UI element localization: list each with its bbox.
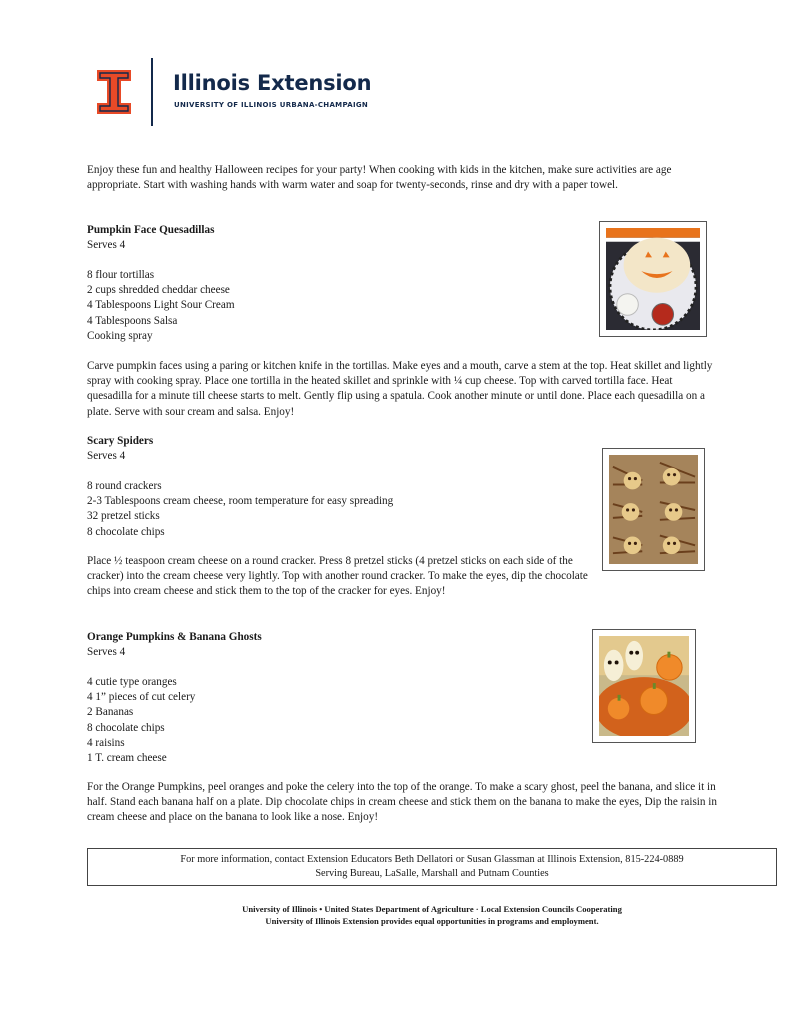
recipe-title: Scary Spiders [87,435,154,447]
ingredient-item: 4 1” pieces of cut celery [87,691,196,704]
brand-name: Illinois Extension [173,71,372,95]
ingredient-list [87,675,195,766]
ingredient-item: 4 raisins [87,736,125,749]
ingredient-item: 32 pretzel sticks [87,510,160,523]
recipe-serves: Serves 4 [87,239,126,251]
ingredient-item: 4 cutie type oranges [87,676,177,688]
recipe-directions: Carve pumpkin faces using a paring or kitchen knife in the tortillas. Make eyes and a mouth, carve a stem at the top. Heat skillet and lightly spray with cooking spray. Place one tortilla in the heated skillet and sprinkle with ¼ cup cheese. Top with carved tortilla face. Heat quesadilla for a minute till cheese starts to melt. Gently flip using a spatula. Cook another minute or until done. Place each quesadilla on a plate. Serve with sour cream and salsa. Enjoy! [87,360,713,418]
pumpkins-ghosts-photo [592,629,696,743]
ingredient-item: 2-3 Tablespoons cream cheese, room temperature for easy spreading [87,495,394,508]
spider-crackers-photo [602,448,705,571]
recipe-directions: For the Orange Pumpkins, peel oranges and poke the celery into the top of the orange. To make a scary ghost, peel the banana, and slice it in half. Stand each banana half on a plate. Dip chocolate chips in cream cheese and stick them on the banana to make the eyes, Dip the raisin in cream cheese and place on the banana to look like a nose. Enjoy! [87,781,717,824]
ingredient-item: 4 Tablespoons Salsa [87,314,178,327]
illinois-block-i-logo [97,70,131,114]
disclaimer-line: University of Illinois • United States Department of Agriculture · Local Extension Councils Cooperating [242,904,622,914]
recipe-title: Orange Pumpkins & Banana Ghosts [87,631,262,643]
ingredient-item: 2 cups shredded cheddar cheese [87,284,230,297]
ingredient-item: 8 chocolate chips [87,525,165,538]
brand-subtitle: UNIVERSITY OF ILLINOIS URBANA-CHAMPAIGN [174,101,369,109]
contact-info-box [87,848,777,886]
ingredient-item: 4 Tablespoons Light Sour Cream [87,299,235,312]
intro-paragraph: Enjoy these fun and healthy Halloween recipes for your party! When cooking with kids in the kitchen, make sure activities are age appropriate. Start with washing hands with warm water and soap for twenty-seconds, rinse and dry with a paper towel. [87,164,672,192]
ingredient-item: 2 Bananas [87,706,134,719]
recipe-serves: Serves 4 [87,450,126,462]
disclaimer-line: University of Illinois Extension provides equal opportunities in programs and employment. [265,916,599,926]
quesadilla-photo [599,221,707,337]
ingredient-item: Cooking spray [87,329,153,342]
ingredient-item: 1 T. cream cheese [87,752,167,765]
ingredient-item: 8 flour tortillas [87,269,155,281]
recipe-directions: Place ½ teaspoon cream cheese on a round cracker. Press 8 pretzel sticks (4 pretzel sticks on each side of the cracker) into the cream cheese very lightly. Top with another round cracker. To make the eyes, dip the chocolate chips into cream cheese and stick them to the top of the cracker for eyes. Enjoy! [87,555,588,598]
contact-line: Serving Bureau, LaSalle, Marshall and Putnam Counties [315,868,549,879]
recipe-serves: Serves 4 [87,646,126,658]
header-divider [151,58,153,126]
contact-line: For more information, contact Extension Educators Beth Dellatori or Susan Glassman at Illinois Extension, 815-224-0889 [180,854,684,865]
ingredient-list [87,268,235,344]
ingredient-item: 8 round crackers [87,480,162,492]
ingredient-list [87,479,393,540]
ingredient-item: 8 chocolate chips [87,721,165,734]
recipe-title: Pumpkin Face Quesadillas [87,224,215,236]
